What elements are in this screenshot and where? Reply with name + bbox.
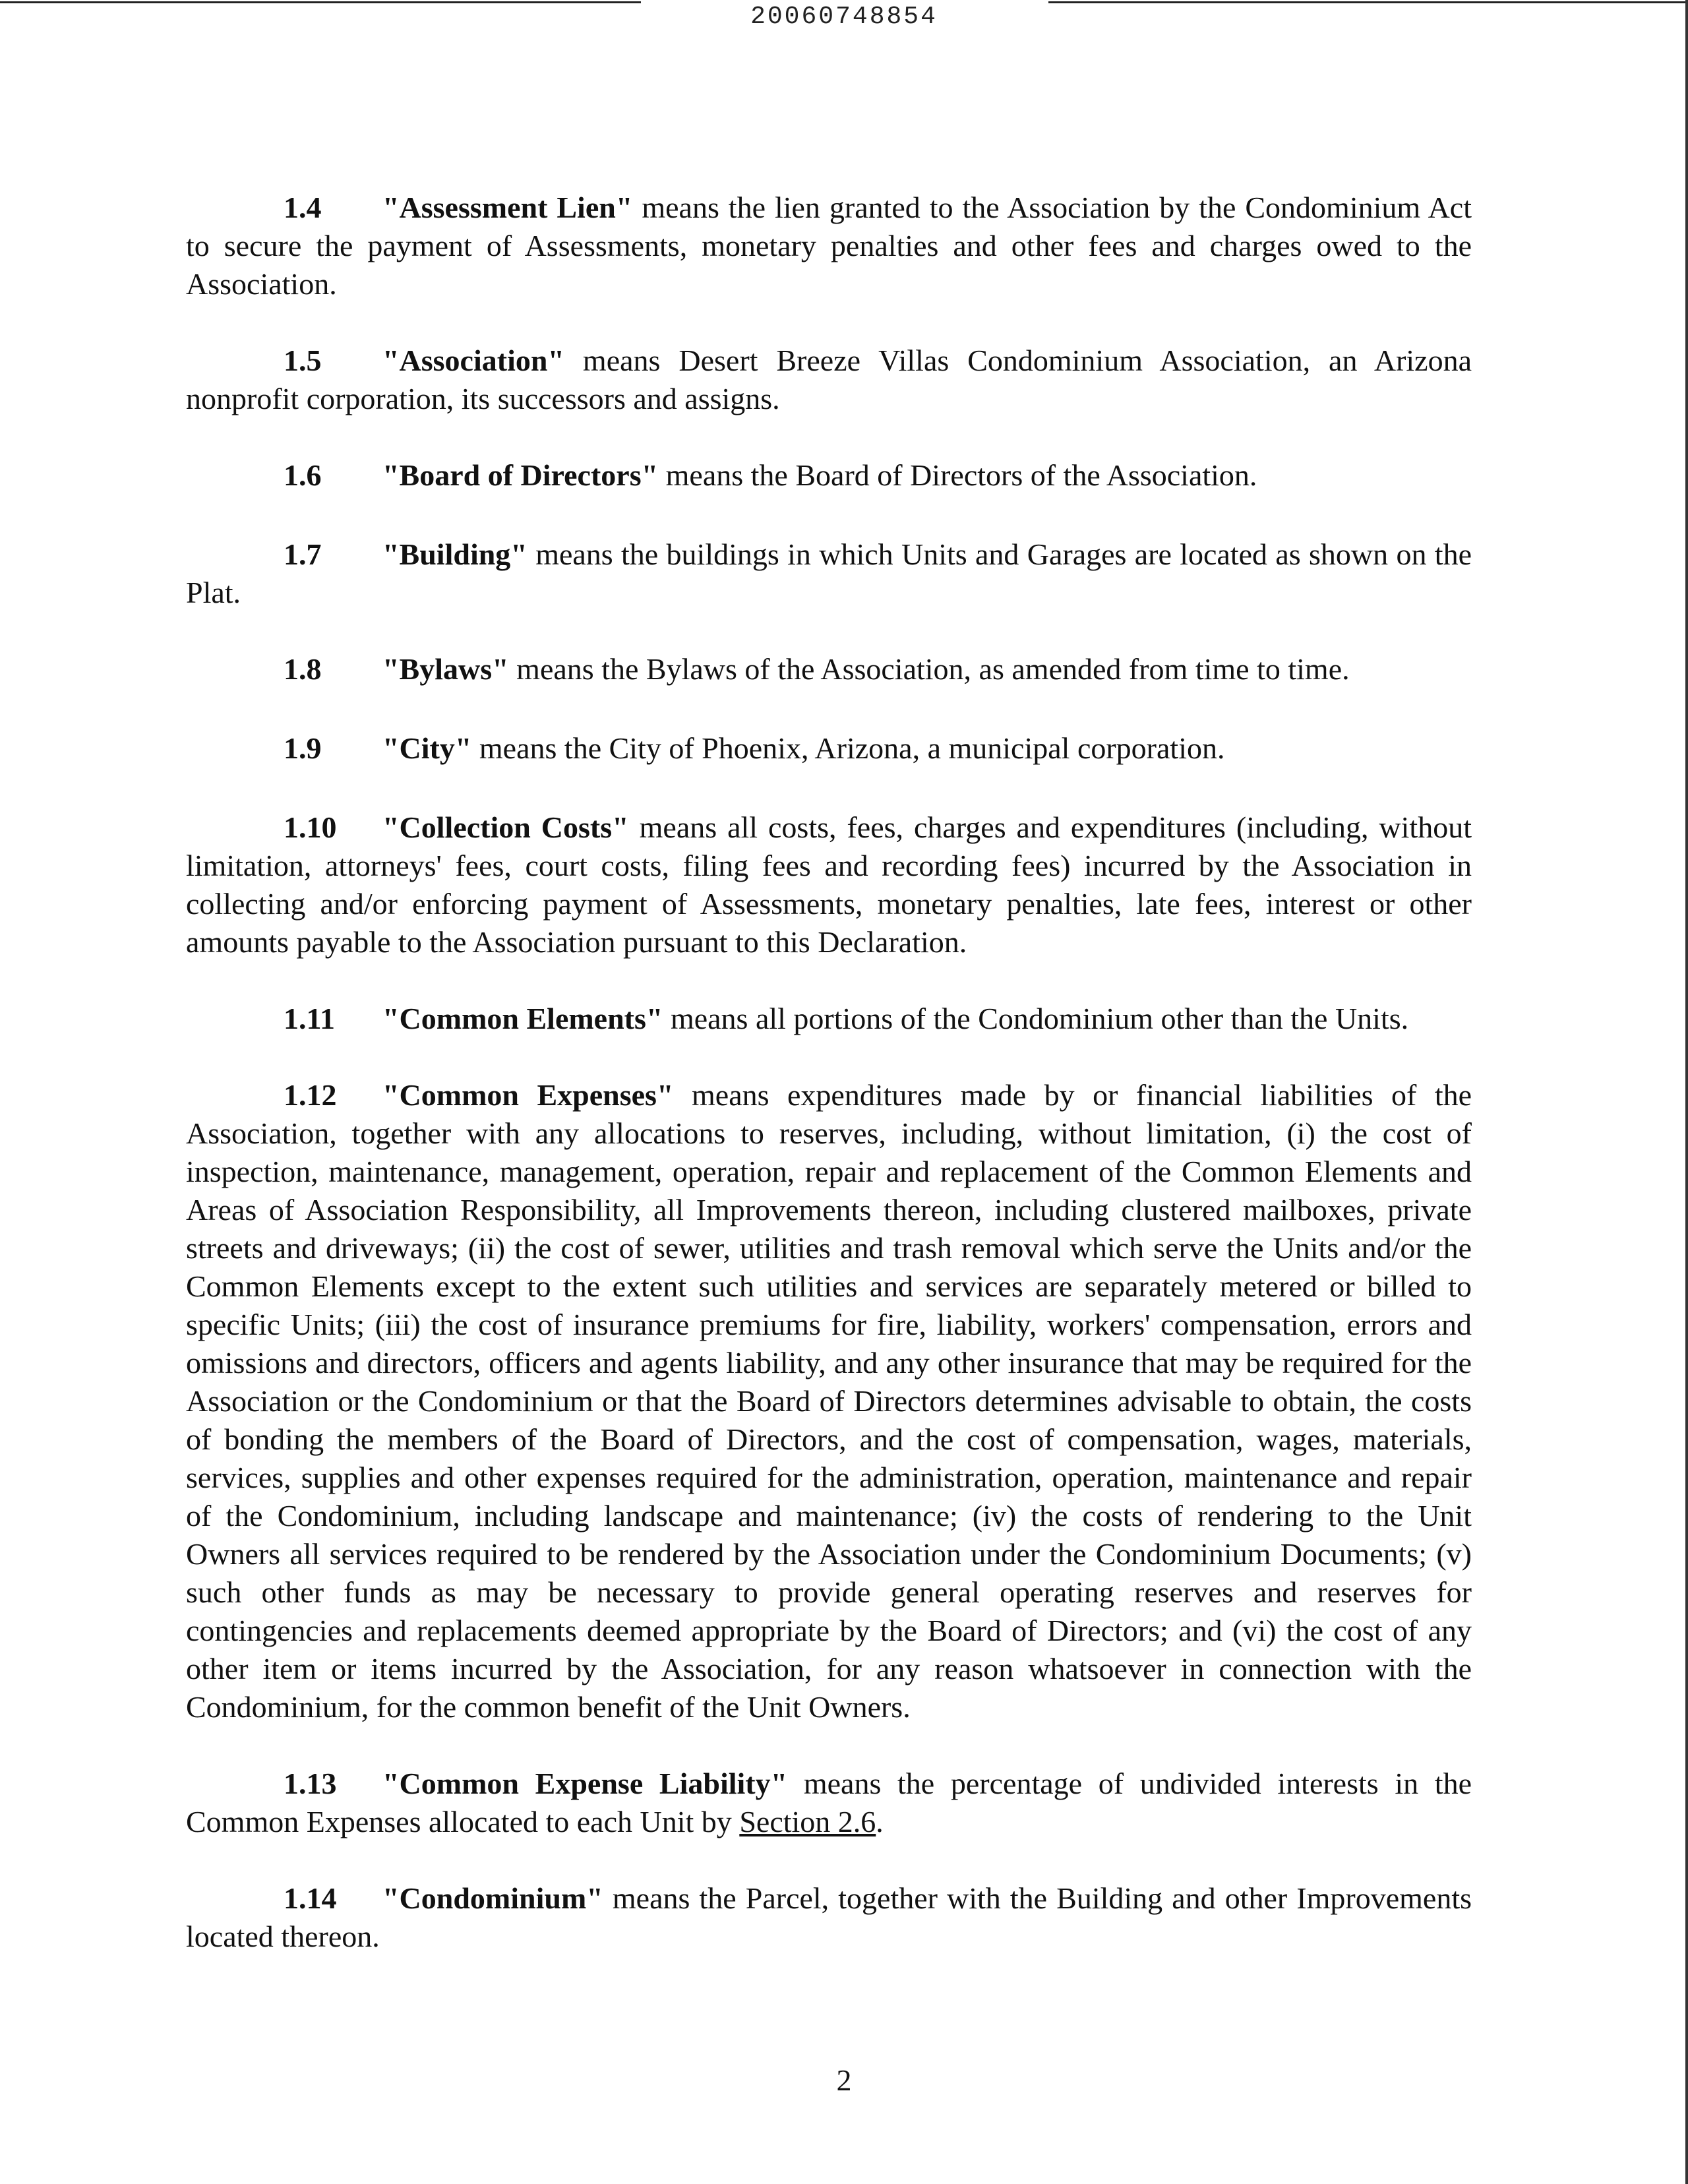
defined-term: "Common Expenses" <box>382 1078 674 1112</box>
defined-term: "Common Expense Liability" <box>382 1767 788 1800</box>
document-number: 20060748854 <box>750 3 938 31</box>
definition-text: means the buildings in which Units and Garages are located as shown on the Plat. <box>186 537 1472 609</box>
page-edge <box>1685 0 1688 2184</box>
page-number: 2 <box>836 2063 852 2097</box>
defined-term: "Board of Directors" <box>382 458 659 492</box>
definition-1-12 <box>186 1076 1472 1726</box>
defined-term: "City" <box>382 731 472 765</box>
section-number: 1.10 <box>284 810 337 844</box>
definition-text: means all costs, fees, charges and expenditures (including, without limitation, attorneys' fees, court costs, filing fees and recording fees) incurred by the Association in collecting and/or enforcing payment of Assessments, monetary penalties, late fees, interest or other amounts payable to the Association pursuant to this Declaration. <box>186 810 1472 959</box>
section-number: 1.13 <box>284 1767 337 1800</box>
definition-1-10 <box>186 808 1472 961</box>
section-number: 1.12 <box>284 1078 337 1112</box>
section-number: 1.11 <box>284 1002 335 1035</box>
definition-text: means the Bylaws of the Association, as amended from time to time. <box>516 652 1350 686</box>
definition-text: means all portions of the Condominium other than the Units. <box>670 1002 1409 1035</box>
definition-1-14 <box>186 1879 1472 1956</box>
section-number: 1.7 <box>284 537 322 571</box>
definition-1-5 <box>186 342 1472 418</box>
definition-1-9 <box>186 729 1472 768</box>
definition-1-13 <box>186 1765 1472 1841</box>
section-number: 1.8 <box>284 652 322 686</box>
definition-1-8 <box>186 650 1472 688</box>
defined-term: "Bylaws" <box>382 652 509 686</box>
defined-term: "Building" <box>382 537 528 571</box>
section-number: 1.5 <box>284 344 322 377</box>
definition-text: means Desert Breeze Villas Condominium Association, an Arizona nonprofit corporation, its successors and assigns. <box>186 344 1472 415</box>
section-number: 1.4 <box>284 191 322 224</box>
defined-term: "Collection Costs" <box>382 810 629 844</box>
definition-text: means the percentage of undivided interests in the Common Expenses allocated to each Unit by <box>186 1767 1472 1838</box>
definition-text: means expenditures made by or financial liabilities of the Association, together with any allocations to reserves, including, without limitation, (i) the cost of inspection, maintenance, management, operation, repair and replacement of the Common Elements and Areas of Association Responsibility, all Improvements thereon, including clustered mailboxes, private streets and driveways; (ii) the cost of sewer, utilities and trash removal which serve the Units and/or the Common Elements except to the extent such utilities and services are separately metered or billed to specific Units; (iii) the cost of insurance premiums for fire, liability, workers' compensation, errors and omissions and directors, officers and agents liability, and any other insurance that may be required for the Association or the Condominium or that the Board of Directors determines advisable to obtain, the costs of bonding the members of the Board of Directors, and the cost of compensation, wages, materials, services, supplies and other expenses required for the administration, operation, maintenance and repair of the Condominium, including landscape and maintenance; (iv) the costs of rendering to the Unit Owners all services required to be rendered by the Association under the Condominium Documents; (v) such other funds as may be necessary to provide general operating reserves and reserves for contingencies and replacements deemed appropriate by the Board of Directors; and (vi) the cost of any other item or items incurred by the Association, for any reason whatsoever in connection with the Condominium, for the common benefit of the Unit Owners. <box>186 1078 1472 1724</box>
defined-term: "Assessment Lien" <box>382 191 633 224</box>
section-number: 1.9 <box>284 731 322 765</box>
definition-text-end: . <box>876 1805 884 1838</box>
definition-text: means the lien granted to the Association by the Condominium Act to secure the payment of Assessments, monetary penalties and other fees and charges owed to the Association. <box>186 191 1472 301</box>
section-number: 1.14 <box>284 1881 337 1915</box>
definition-1-4 <box>186 189 1472 303</box>
section-reference-link[interactable]: Section 2.6 <box>739 1805 876 1838</box>
defined-term: "Common Elements" <box>382 1002 663 1035</box>
definition-text: means the City of Phoenix, Arizona, a municipal corporation. <box>479 731 1225 765</box>
defined-term: "Condominium" <box>382 1881 603 1915</box>
definition-1-11 <box>186 1000 1472 1038</box>
section-number: 1.6 <box>284 458 322 492</box>
definition-text: means the Board of Directors of the Association. <box>665 458 1257 492</box>
definition-1-7 <box>186 535 1472 612</box>
defined-term: "Association" <box>382 344 564 377</box>
definition-text: means the Parcel, together with the Building and other Improvements located thereon. <box>186 1881 1472 1953</box>
definition-1-6 <box>186 456 1472 495</box>
document-body <box>186 189 1472 1994</box>
